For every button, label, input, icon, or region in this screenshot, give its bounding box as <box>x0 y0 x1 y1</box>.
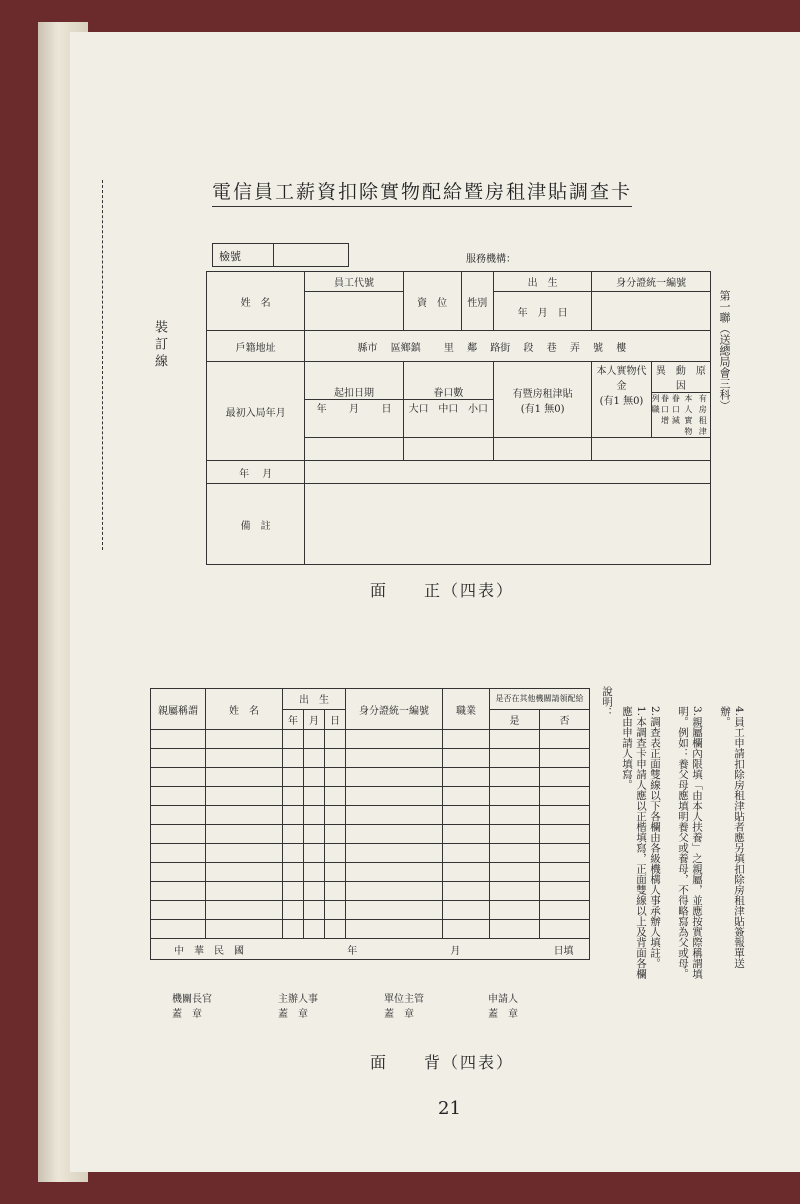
back-cell[interactable] <box>443 806 490 825</box>
name-header: 姓 名 <box>207 272 305 331</box>
staff-code-header: 員工代號 <box>305 272 403 292</box>
back-cell[interactable] <box>346 787 443 806</box>
back-cell[interactable] <box>325 920 346 939</box>
note-3: 3.親屬欄內限填「由本人扶養」之親屬，並應按實際稱謂填明。例如：養父母應填明養父或養母，不得略寫為父或母。 <box>677 706 703 979</box>
relation-header: 親屬稱謂 <box>151 689 206 730</box>
back-cell[interactable] <box>490 825 540 844</box>
back-cell[interactable] <box>206 787 283 806</box>
other-org-header: 是否在其他機關請領配給 <box>490 689 590 710</box>
goods-label: 本人實物代金 <box>596 366 647 392</box>
rel-birth-day: 日 <box>325 709 346 730</box>
back-cell[interactable] <box>304 844 325 863</box>
back-row <box>151 844 590 863</box>
back-cell[interactable] <box>443 920 490 939</box>
back-cell[interactable] <box>151 768 206 787</box>
back-cell[interactable] <box>206 768 283 787</box>
sign-applicant-role: 申請人 <box>488 994 518 1005</box>
date-year: 年 <box>347 945 358 957</box>
back-cell[interactable] <box>325 825 346 844</box>
family-medium: 中口 <box>438 404 459 415</box>
sign-hr-seal: 蓋 章 <box>278 1009 308 1020</box>
back-cell[interactable] <box>151 901 206 920</box>
org-label: 服務機構： <box>466 254 516 265</box>
back-cell[interactable] <box>304 825 325 844</box>
back-cell[interactable] <box>283 844 304 863</box>
back-cell[interactable] <box>325 863 346 882</box>
family-cell <box>403 362 493 438</box>
divider <box>273 244 275 266</box>
back-cell[interactable] <box>151 787 206 806</box>
back-cell[interactable] <box>206 920 283 939</box>
back-cell[interactable] <box>346 863 443 882</box>
back-cell[interactable] <box>283 920 304 939</box>
back-cell[interactable] <box>206 806 283 825</box>
address-label: 戶籍地址 <box>207 331 305 362</box>
back-row <box>151 882 590 901</box>
back-row <box>151 901 590 920</box>
back-cell[interactable] <box>443 901 490 920</box>
rent-cell <box>493 362 591 438</box>
entry-year: 年 <box>239 468 250 480</box>
addr-lane: 巷 <box>546 342 557 354</box>
sign-unit-role: 單位主管 <box>384 994 424 1005</box>
deduct-date-value[interactable] <box>305 438 403 461</box>
deduct-date-cell <box>305 362 403 438</box>
back-cell[interactable] <box>540 920 590 939</box>
addr-county: 縣市 <box>357 342 378 354</box>
binding-label: 裝 訂 線 <box>152 320 167 368</box>
remark-cell[interactable] <box>305 484 711 565</box>
form-title: 電信員工薪資扣除實物配給暨房租津貼調查卡 <box>212 177 632 207</box>
back-row <box>151 863 590 882</box>
back-cell[interactable] <box>283 901 304 920</box>
notes-label: 說明： <box>601 686 613 718</box>
back-cell[interactable] <box>325 844 346 863</box>
back-cell[interactable] <box>304 749 325 768</box>
back-cell[interactable] <box>206 749 283 768</box>
back-cell[interactable] <box>283 730 304 749</box>
back-cell[interactable] <box>283 863 304 882</box>
birth-header: 出 生 <box>493 272 591 292</box>
rent-yn: (有1 無0) <box>520 403 565 415</box>
rent-value[interactable] <box>493 438 591 461</box>
remark-label: 備 註 <box>207 484 305 565</box>
page-number: 21 <box>438 1098 461 1119</box>
rel-birth-year: 年 <box>283 709 304 730</box>
sign-head <box>172 990 212 1020</box>
back-cell[interactable] <box>325 787 346 806</box>
back-cell[interactable] <box>443 863 490 882</box>
binding-line <box>102 180 103 550</box>
yes-header: 是 <box>490 709 540 730</box>
sign-applicant-seal: 蓋 章 <box>488 1009 518 1020</box>
back-cell[interactable] <box>443 768 490 787</box>
back-cell[interactable] <box>304 787 325 806</box>
back-cell[interactable] <box>443 730 490 749</box>
back-cell[interactable] <box>206 882 283 901</box>
rel-birth-month: 月 <box>304 709 325 730</box>
back-row <box>151 825 590 844</box>
back-cell[interactable] <box>304 920 325 939</box>
back-cell[interactable] <box>304 730 325 749</box>
sign-hr-role: 主辦人事 <box>278 994 318 1005</box>
back-cell[interactable] <box>151 920 206 939</box>
note-2: 2.調查表正面雙線以下各欄由各級機構人事承辦人填註。 <box>649 706 661 969</box>
back-cell[interactable] <box>540 768 590 787</box>
addr-alley: 弄 <box>569 342 580 354</box>
number-label: 檢號 <box>219 250 241 263</box>
back-caption: 面 背（四表） <box>370 1053 515 1072</box>
change-less: 眷口減 <box>671 394 680 425</box>
back-cell[interactable] <box>325 806 346 825</box>
sign-head-seal: 蓋 章 <box>172 1009 202 1020</box>
back-cell[interactable] <box>283 806 304 825</box>
back-cell[interactable] <box>346 749 443 768</box>
back-cell[interactable] <box>490 730 540 749</box>
back-cell[interactable] <box>283 768 304 787</box>
back-row <box>151 730 590 749</box>
goods-change-cell <box>592 362 716 438</box>
addr-town: 區鄉鎮 <box>390 342 421 354</box>
back-cell[interactable] <box>325 730 346 749</box>
back-cell[interactable] <box>346 768 443 787</box>
date-month: 月 <box>450 945 461 957</box>
address-cell[interactable] <box>305 331 711 362</box>
addr-lin: 鄰 <box>467 342 478 354</box>
rel-birth-header: 出 生 <box>283 689 346 710</box>
back-cell[interactable] <box>540 844 590 863</box>
goods-yn: (有1 無0) <box>599 396 644 407</box>
change-label: 異 動 原 因 <box>655 366 716 392</box>
front-table <box>206 271 716 565</box>
goods-change-value[interactable] <box>592 438 711 461</box>
deduct-month: 月 <box>349 404 360 415</box>
back-cell[interactable] <box>206 825 283 844</box>
back-cell[interactable] <box>283 749 304 768</box>
back-row <box>151 920 590 939</box>
addr-li: 里 <box>443 342 454 354</box>
back-cell[interactable] <box>540 901 590 920</box>
back-cell[interactable] <box>151 749 206 768</box>
back-cell[interactable] <box>540 730 590 749</box>
back-cell[interactable] <box>346 806 443 825</box>
back-cell[interactable] <box>346 882 443 901</box>
rel-id-header: 身分證統一編號 <box>346 689 443 730</box>
addr-floor: 樓 <box>616 342 627 354</box>
back-row <box>151 749 590 768</box>
note-4: 4.員工申請扣除房租津貼者應另填扣除房租津貼簽報單送辦。 <box>719 706 745 969</box>
back-cell[interactable] <box>540 749 590 768</box>
back-cell[interactable] <box>490 863 540 882</box>
back-cell[interactable] <box>346 844 443 863</box>
blank-row[interactable] <box>305 461 711 484</box>
first-entry-label: 最初入局年月 <box>207 362 305 461</box>
deduct-date-label: 起扣日期 <box>334 388 375 399</box>
back-cell[interactable] <box>540 806 590 825</box>
back-cell[interactable] <box>206 863 283 882</box>
back-cell[interactable] <box>304 901 325 920</box>
back-cell[interactable] <box>490 844 540 863</box>
sign-applicant <box>488 990 518 1020</box>
back-cell[interactable] <box>540 825 590 844</box>
addr-no: 號 <box>593 342 604 354</box>
back-cell[interactable] <box>304 806 325 825</box>
back-cell[interactable] <box>206 844 283 863</box>
no-header: 否 <box>540 709 590 730</box>
rel-name-header: 姓 名 <box>206 689 283 730</box>
back-cell[interactable] <box>346 825 443 844</box>
back-cell[interactable] <box>443 825 490 844</box>
back-cell[interactable] <box>443 844 490 863</box>
back-cell[interactable] <box>151 730 206 749</box>
back-cell[interactable] <box>325 882 346 901</box>
back-cell[interactable] <box>540 863 590 882</box>
date-row <box>151 939 590 960</box>
addr-section: 段 <box>523 342 534 354</box>
back-cell[interactable] <box>304 768 325 787</box>
back-cell[interactable] <box>325 901 346 920</box>
sex-header: 性別 <box>461 272 493 331</box>
staff-code-cell[interactable] <box>305 292 403 331</box>
rent-label: 有暨房租津貼 <box>512 388 573 400</box>
back-cell[interactable] <box>443 749 490 768</box>
rank-header: 資 位 <box>403 272 461 331</box>
change-rent: 有房租津 <box>698 394 707 436</box>
back-row <box>151 787 590 806</box>
back-cell[interactable] <box>490 768 540 787</box>
back-cell[interactable] <box>346 730 443 749</box>
back-cell[interactable] <box>151 825 206 844</box>
entry-ym <box>207 461 305 484</box>
entry-month: 月 <box>262 468 273 480</box>
back-cell[interactable] <box>540 882 590 901</box>
family-label: 眷口數 <box>433 388 464 399</box>
sign-hr <box>278 990 318 1020</box>
back-cell[interactable] <box>490 882 540 901</box>
id-header: 身分證統一編號 <box>592 272 711 292</box>
back-cell[interactable] <box>283 787 304 806</box>
back-cell[interactable] <box>325 749 346 768</box>
back-cell[interactable] <box>206 730 283 749</box>
number-box <box>212 243 349 267</box>
date-day: 日填 <box>553 945 574 957</box>
date-roc: 中 華 民 國 <box>174 945 244 957</box>
back-cell[interactable] <box>490 806 540 825</box>
family-small: 小口 <box>468 404 489 415</box>
deduct-day: 日 <box>381 404 392 415</box>
back-cell[interactable] <box>346 901 443 920</box>
back-cell[interactable] <box>346 920 443 939</box>
family-value[interactable] <box>403 438 493 461</box>
change-add: 眷口增 <box>661 394 670 425</box>
back-cell[interactable] <box>443 882 490 901</box>
back-cell[interactable] <box>490 787 540 806</box>
back-row <box>151 806 590 825</box>
back-cell[interactable] <box>151 806 206 825</box>
sign-head-role: 機關長官 <box>172 994 212 1005</box>
sign-unit <box>384 990 424 1020</box>
back-cell[interactable] <box>151 844 206 863</box>
copy-number: 第一聯（送總局會三科） <box>718 290 731 411</box>
back-cell[interactable] <box>540 787 590 806</box>
back-cell[interactable] <box>151 882 206 901</box>
back-cell[interactable] <box>304 882 325 901</box>
deduct-year: 年 <box>316 404 327 415</box>
back-cell[interactable] <box>283 825 304 844</box>
family-large: 大口 <box>408 404 429 415</box>
back-row <box>151 768 590 787</box>
sign-unit-seal: 蓋 章 <box>384 1009 414 1020</box>
back-cell[interactable] <box>283 882 304 901</box>
addr-road: 路街 <box>490 342 511 354</box>
back-cell[interactable] <box>443 787 490 806</box>
back-cell[interactable] <box>151 863 206 882</box>
id-cell[interactable] <box>592 292 711 331</box>
back-cell[interactable] <box>490 749 540 768</box>
note-1: 1.本調查卡申請人應以正楷填寫，正面雙線以上及背面各欄應由申請人填寫。 <box>621 706 647 979</box>
back-cell[interactable] <box>490 920 540 939</box>
back-cell[interactable] <box>325 768 346 787</box>
back-table <box>150 688 590 960</box>
birth-date: 年 月 日 <box>493 292 591 331</box>
back-cell[interactable] <box>490 901 540 920</box>
back-cell[interactable] <box>304 863 325 882</box>
change-post: 列職 <box>651 394 660 414</box>
back-cell[interactable] <box>206 901 283 920</box>
change-goods: 本人實物 <box>684 394 693 436</box>
occupation-header: 職業 <box>443 689 490 730</box>
front-caption: 面 正（四表） <box>370 581 515 600</box>
